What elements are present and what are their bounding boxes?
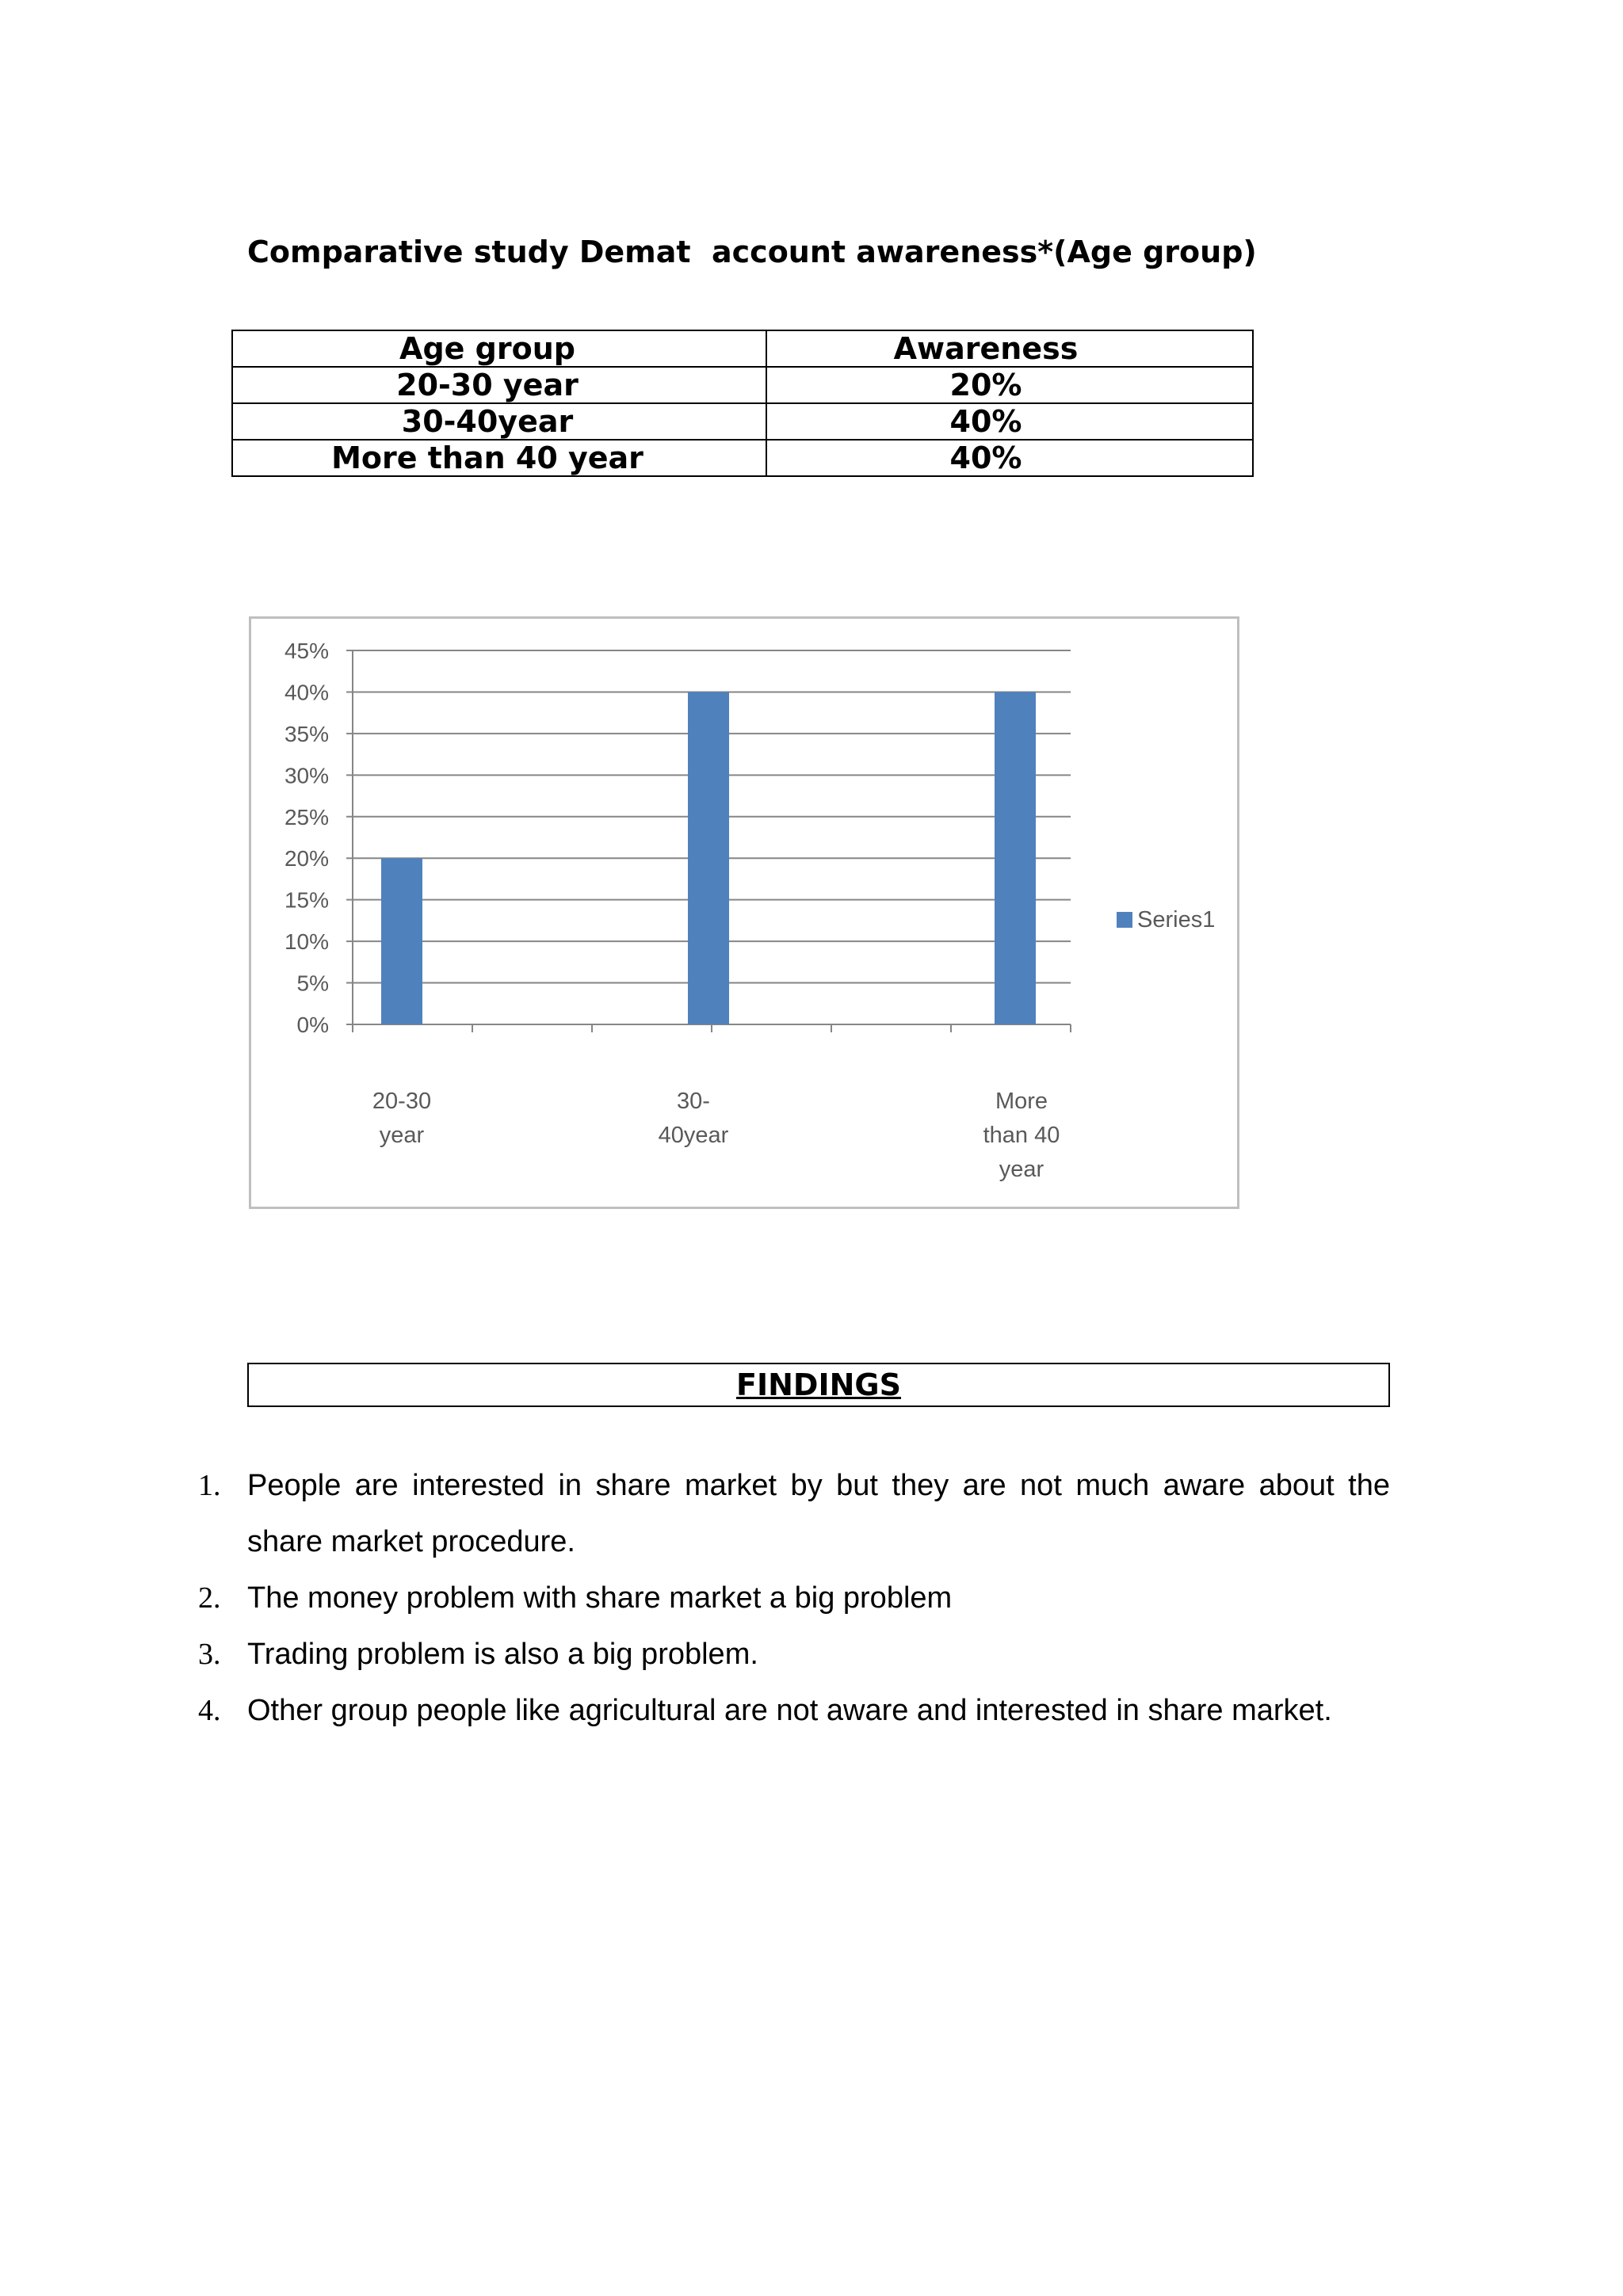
- table-cell-age-group: 30-40year: [232, 403, 766, 440]
- list-item-number: 3.: [198, 1638, 221, 1671]
- table-cell-awareness: 40%: [766, 440, 1253, 476]
- x-tick-label: year: [999, 1157, 1044, 1182]
- findings-heading-box: [247, 1363, 1390, 1407]
- y-tick-label: 0%: [296, 1013, 329, 1037]
- table-row: [232, 367, 1253, 403]
- list-item-text: The money problem with share market a big problem: [247, 1581, 953, 1615]
- x-tick-label: More: [995, 1089, 1048, 1114]
- y-tick-label: 15%: [284, 887, 329, 913]
- list-item: [190, 1458, 1390, 1570]
- x-tick-label: year: [379, 1123, 425, 1148]
- y-tick-label: 30%: [284, 763, 329, 788]
- bar: [381, 858, 422, 1024]
- list-item: [190, 1683, 1390, 1739]
- list-item-number: 1.: [198, 1469, 221, 1502]
- list-item-number: 2.: [198, 1581, 221, 1615]
- y-tick-label: 35%: [284, 721, 329, 746]
- list-item-text: Other group people like agricultural are not aware and interested in share market.: [247, 1694, 1332, 1727]
- list-item: [190, 1627, 1390, 1683]
- x-tick-label: than 40: [983, 1123, 1060, 1148]
- list-item-number: 4.: [198, 1694, 221, 1727]
- table-header-age-group: Age group: [232, 330, 766, 367]
- bar: [688, 692, 729, 1024]
- table-row: [232, 440, 1253, 476]
- findings-list: [190, 1458, 1390, 1739]
- legend-label: Series1: [1137, 907, 1216, 933]
- table-row: [232, 403, 1253, 440]
- list-item-text: Trading problem is also a big problem.: [247, 1638, 758, 1671]
- y-tick-label: 20%: [284, 846, 329, 871]
- y-tick-label: 45%: [284, 639, 329, 663]
- x-tick-label: 30-: [677, 1089, 710, 1114]
- table-cell-awareness: 20%: [766, 367, 1253, 403]
- x-tick-label: 20-30: [372, 1089, 432, 1114]
- y-tick-label: 5%: [296, 971, 329, 996]
- findings-heading: FINDINGS: [736, 1367, 901, 1402]
- x-tick-label: 40year: [658, 1123, 729, 1148]
- bar-chart-svg: [251, 619, 1237, 1207]
- bar-chart: [249, 616, 1239, 1209]
- list-item-text: People are interested in share market by but they are not much aware about the share market procedure.: [247, 1469, 1390, 1558]
- awareness-table: [231, 330, 1254, 477]
- table-cell-age-group: More than 40 year: [232, 440, 766, 476]
- page-title: Comparative study Demat account awareness*(Age group): [247, 235, 1257, 269]
- legend-swatch: [1117, 912, 1132, 928]
- table-cell-awareness: 40%: [766, 403, 1253, 440]
- list-item: [190, 1570, 1390, 1627]
- table-header-awareness: Awareness: [766, 330, 1253, 367]
- table-header-row: [232, 330, 1253, 367]
- bar: [995, 692, 1036, 1024]
- y-tick-label: 25%: [284, 804, 329, 830]
- y-tick-label: 10%: [284, 929, 329, 955]
- y-tick-label: 40%: [284, 680, 329, 705]
- table-cell-age-group: 20-30 year: [232, 367, 766, 403]
